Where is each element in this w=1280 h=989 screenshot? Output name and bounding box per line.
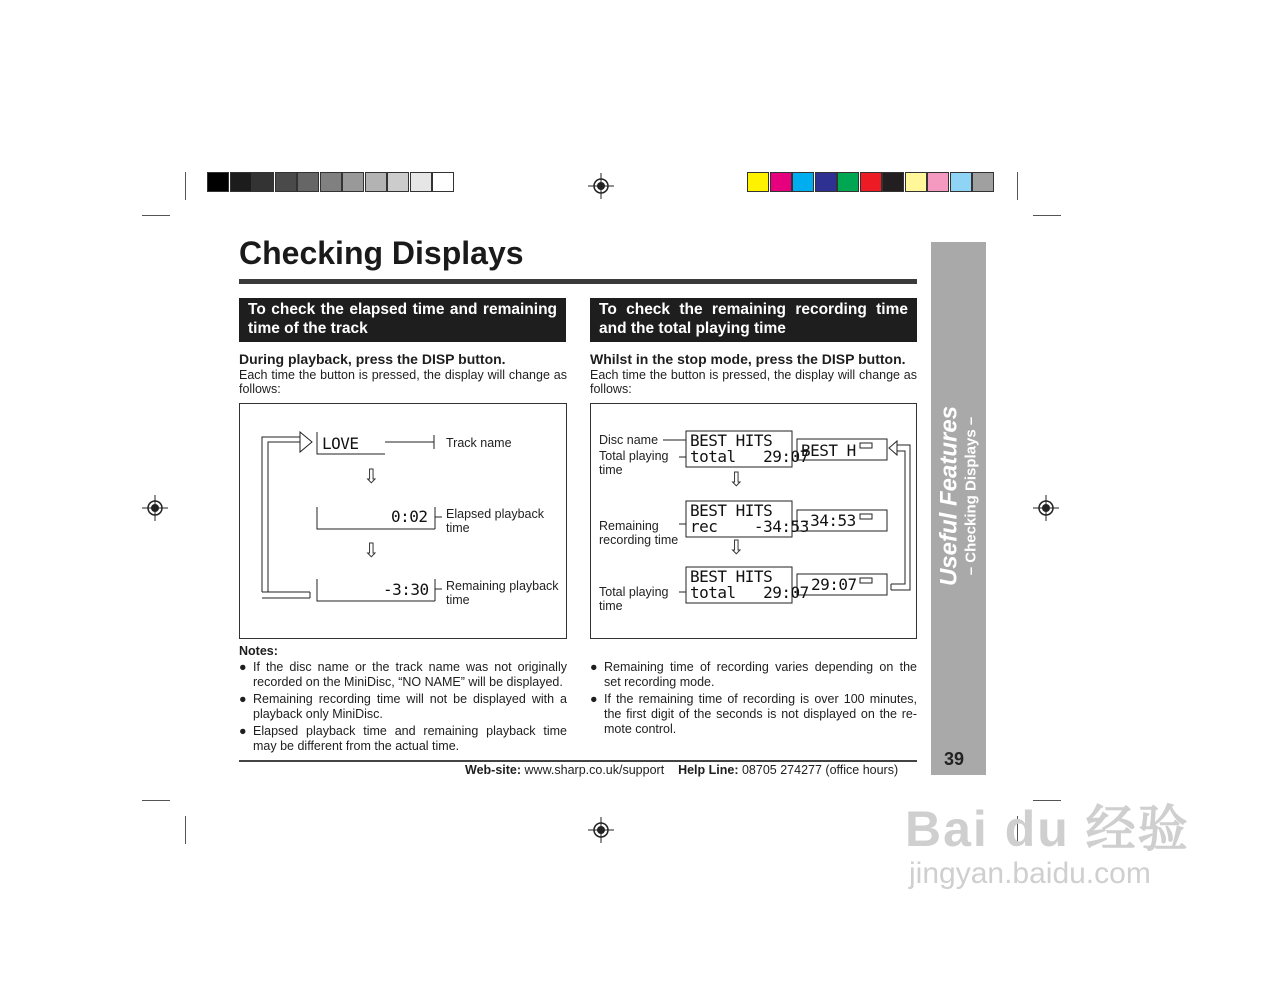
color-swatch <box>905 172 927 192</box>
watermark-brand: Bai du 经验 <box>905 801 1190 857</box>
color-swatch <box>207 172 229 192</box>
down-arrow-icon: ⇩ <box>363 540 380 562</box>
crop-mark <box>1033 215 1061 216</box>
color-swatch <box>882 172 904 192</box>
color-swatch <box>365 172 387 192</box>
down-arrow-icon: ⇩ <box>728 537 745 559</box>
color-swatch <box>770 172 792 192</box>
bullet-icon: ● <box>239 660 247 674</box>
note-item: ● Remaining recording time will not be displayed with a playback only MiniDisc. <box>239 692 567 721</box>
side-tab-main: Useful Features <box>935 405 963 587</box>
lcd-remote-3: 29:07 <box>811 575 857 594</box>
label-disc-name: Disc name <box>599 433 659 447</box>
note-item: ● If the remaining time of recording is over 100 minutes, the first digit of the seconds is not displayed on the re-mote control. <box>590 692 917 736</box>
crop-mark <box>185 172 186 200</box>
lcd-track-name: LOVE <box>322 434 359 453</box>
bullet-icon: ● <box>590 692 598 706</box>
side-tab-text <box>937 406 980 586</box>
page-number: 39 <box>944 749 965 769</box>
watermark-url: jingyan.baidu.com <box>909 857 1151 890</box>
left-section-heading: To check the elapsed time and remaining time of the track <box>239 298 566 342</box>
lcd-remote-1: BEST H <box>801 441 856 460</box>
color-swatch <box>927 172 949 192</box>
note-item: ● Elapsed playback time and remaining playback time may be different from the actual time. <box>239 724 567 753</box>
lcd-main-1-line1: BEST HITS <box>690 431 773 450</box>
lcd-main-2-line2: rec -34:53 <box>690 517 809 536</box>
color-swatch <box>792 172 814 192</box>
left-lead-sub: Each time the button is pressed, the display will change as follows: <box>239 368 567 396</box>
color-swatch <box>860 172 882 192</box>
side-tab-sub: – Checking Displays – <box>962 416 980 576</box>
label-remaining-time: Remaining playback time <box>446 579 559 607</box>
registration-mark-bottom <box>588 817 614 843</box>
color-swatch <box>230 172 252 192</box>
color-swatch <box>950 172 972 192</box>
crop-mark <box>142 800 170 801</box>
label-remaining-recording-time: Remaining recording time <box>599 519 679 547</box>
crop-mark <box>142 215 170 216</box>
helpline-number: 08705 274277 (office hours) <box>741 763 899 777</box>
right-lead: Whilst in the stop mode, press the DISP button. <box>590 351 906 367</box>
notes-title: Notes: <box>239 644 278 658</box>
recording-display-diagram <box>590 403 917 639</box>
color-swatch <box>815 172 837 192</box>
color-swatch <box>297 172 319 192</box>
helpline-label: Help Line: <box>678 763 739 777</box>
note-item: ● If the disc name or the track name was not originally recorded on the MiniDisc, “NO NAME” will be displayed. <box>239 660 567 689</box>
crop-mark <box>1017 172 1018 200</box>
lcd-main-3-line2: total 29:07 <box>690 583 809 602</box>
color-swatch <box>275 172 297 192</box>
crop-mark <box>185 816 186 844</box>
color-swatch <box>972 172 994 192</box>
left-lead: During playback, press the DISP button. <box>239 351 506 367</box>
footer <box>465 763 898 777</box>
registration-mark-right <box>1033 495 1059 521</box>
lcd-remote-2: -34:53 <box>801 511 856 530</box>
lcd-main-1-line2: total 29:07 <box>690 447 809 466</box>
watermark <box>905 800 1190 890</box>
bottom-rule <box>239 760 917 762</box>
label-total-playing-time: Total playing time <box>599 449 669 477</box>
label-track-name: Track name <box>446 436 512 450</box>
lcd-main-2-line1: BEST HITS <box>690 501 773 520</box>
right-lead-sub: Each time the button is pressed, the display will change as follows: <box>590 368 917 396</box>
lcd-main-3-line1: BEST HITS <box>690 567 773 586</box>
color-swatch <box>387 172 409 192</box>
label-total-playing-time-2: Total playing time <box>599 585 669 613</box>
lcd-elapsed-time: 0:02 <box>391 507 428 526</box>
lcd-remaining-time: -3:30 <box>383 580 429 599</box>
note-item: ● Remaining time of recording varies depending on the set recording mode. <box>590 660 917 689</box>
color-swatch <box>320 172 342 192</box>
down-arrow-icon: ⇩ <box>363 466 380 488</box>
website-link[interactable]: www.sharp.co.uk/support <box>524 763 665 777</box>
bullet-icon: ● <box>239 724 247 738</box>
color-swatch <box>252 172 274 192</box>
registration-mark-left <box>142 495 168 521</box>
bullet-icon: ● <box>590 660 598 674</box>
color-swatch <box>837 172 859 192</box>
page-title: Checking Displays <box>239 235 524 271</box>
title-rule <box>239 279 917 284</box>
registration-mark-top <box>588 173 614 199</box>
color-swatch <box>342 172 364 192</box>
down-arrow-icon: ⇩ <box>728 469 745 491</box>
playback-display-diagram <box>239 403 567 639</box>
color-swatch <box>410 172 432 192</box>
label-elapsed-time: Elapsed playback time <box>446 507 544 535</box>
color-swatch <box>432 172 454 192</box>
right-section-heading: To check the remaining recording time and the total playing time <box>590 298 917 342</box>
bullet-icon: ● <box>239 692 247 706</box>
color-swatch <box>747 172 769 192</box>
website-label: Web-site: <box>465 763 522 777</box>
